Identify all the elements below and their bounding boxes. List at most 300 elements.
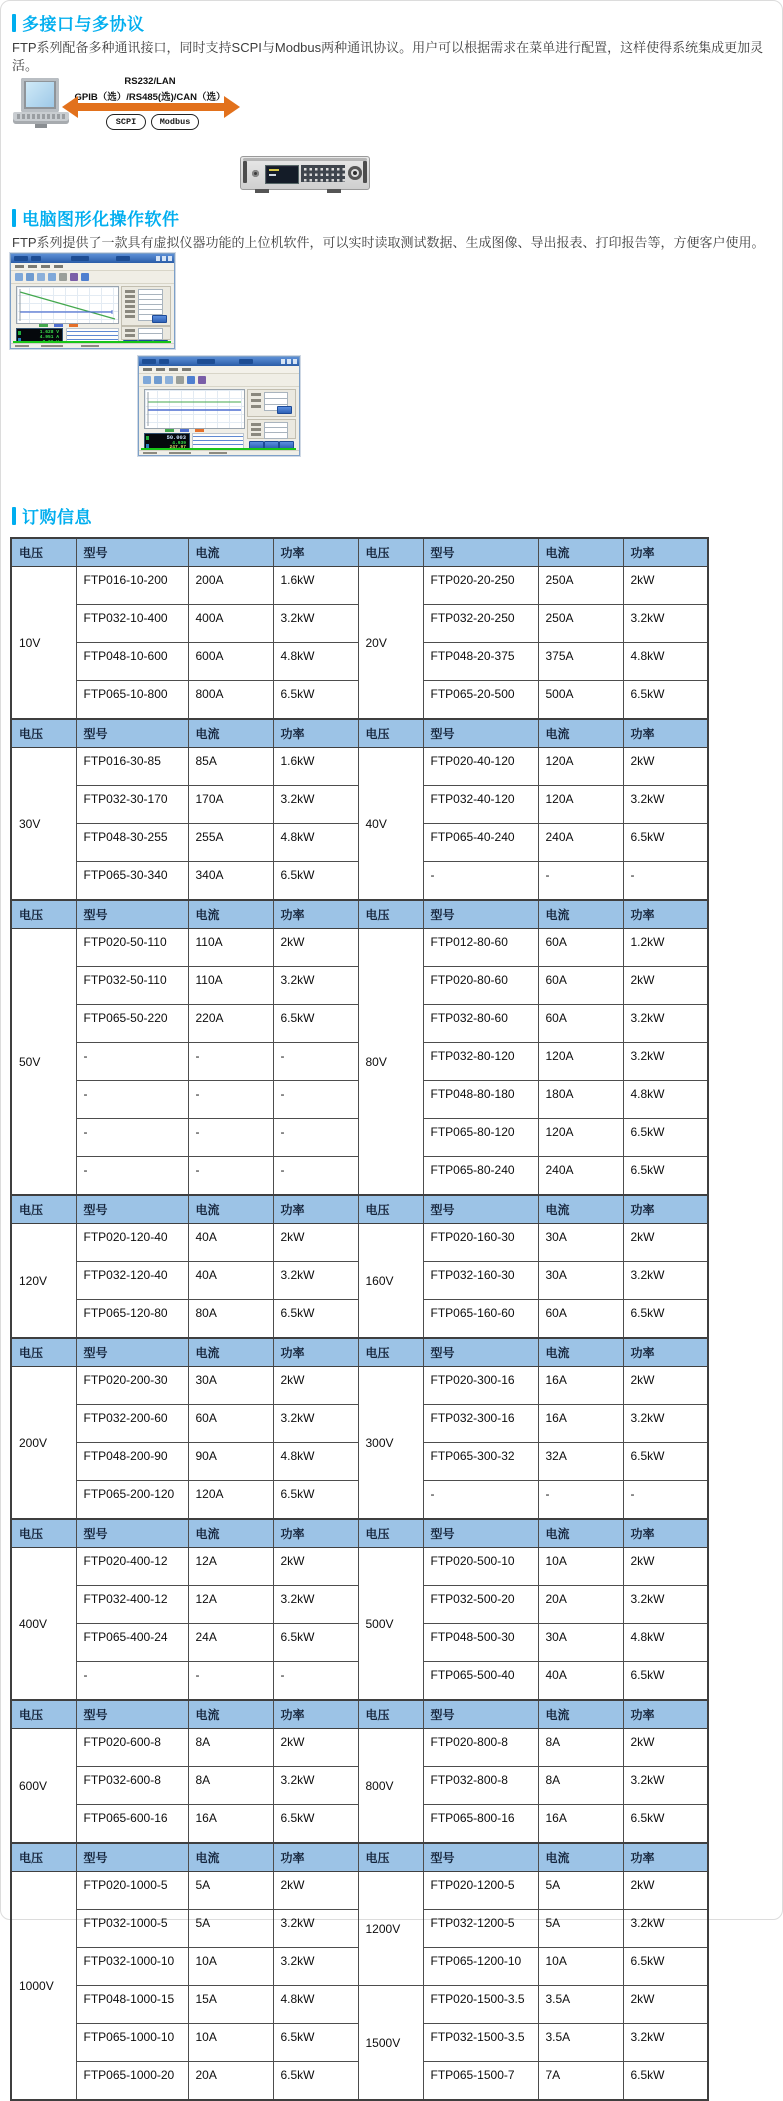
voltage-cell: 1200V <box>358 1872 423 1986</box>
column-header: 功率 <box>273 719 358 748</box>
protect-settings-panel <box>121 326 171 340</box>
current-cell: 30A <box>538 1262 623 1300</box>
table-row <box>11 748 708 786</box>
current-cell: - <box>188 1043 273 1081</box>
model-cell: FTP020-400-12 <box>76 1548 188 1586</box>
column-header: 功率 <box>623 538 708 567</box>
table-row <box>11 1729 708 1767</box>
table-header-row <box>11 538 708 567</box>
current-cell: 5A <box>538 1872 623 1910</box>
column-header: 功率 <box>273 538 358 567</box>
power-cell: 2kW <box>273 1548 358 1586</box>
voltage-cell: 50V <box>11 929 76 1196</box>
readout-value: 4.951 A <box>39 335 59 340</box>
power-cell: 3.2kW <box>623 1767 708 1805</box>
current-cell: 40A <box>188 1224 273 1262</box>
current-cell: 600A <box>188 643 273 681</box>
current-cell: 200A <box>188 567 273 605</box>
column-header: 功率 <box>273 900 358 929</box>
model-cell: FTP065-800-16 <box>423 1805 538 1844</box>
column-header: 型号 <box>76 1338 188 1367</box>
model-cell: FTP065-1000-10 <box>76 2024 188 2062</box>
current-cell: 16A <box>188 1805 273 1844</box>
voltage-cell: 300V <box>358 1367 423 1520</box>
current-cell: 10A <box>538 1548 623 1586</box>
model-cell: FTP032-1200-5 <box>423 1910 538 1948</box>
column-header: 电压 <box>11 719 76 748</box>
current-cell: 8A <box>538 1767 623 1805</box>
column-header: 电压 <box>358 1519 423 1548</box>
model-cell: FTP065-20-500 <box>423 681 538 720</box>
chart-legend <box>165 429 204 433</box>
power-cell: 6.5kW <box>273 681 358 720</box>
apply-button <box>277 406 292 414</box>
model-cell: FTP048-30-255 <box>76 824 188 862</box>
column-header: 电流 <box>188 1843 273 1872</box>
power-cell: 2kW <box>623 967 708 1005</box>
current-cell: 30A <box>188 1367 273 1405</box>
current-cell: 375A <box>538 643 623 681</box>
column-header: 功率 <box>623 900 708 929</box>
column-header: 型号 <box>76 719 188 748</box>
model-cell: FTP048-10-600 <box>76 643 188 681</box>
model-cell: FTP032-40-120 <box>423 786 538 824</box>
column-header: 电压 <box>358 1843 423 1872</box>
column-header: 电压 <box>358 1700 423 1729</box>
legend-swatch-orange <box>195 429 204 432</box>
power-cell: 3.2kW <box>623 1043 708 1081</box>
column-header: 电流 <box>538 538 623 567</box>
table-header-row <box>11 900 708 929</box>
column-header: 电压 <box>358 1195 423 1224</box>
legend-swatch-orange <box>69 324 78 327</box>
power-cell: 4.8kW <box>623 1624 708 1662</box>
power-cell: 3.2kW <box>273 967 358 1005</box>
power-cell: - <box>273 1119 358 1157</box>
model-cell: FTP020-1200-5 <box>423 1872 538 1910</box>
title-accent-bar <box>12 209 16 227</box>
column-header: 功率 <box>273 1195 358 1224</box>
instrument-display <box>265 165 299 184</box>
model-cell: FTP048-20-375 <box>423 643 538 681</box>
toolbar-icon <box>26 273 34 281</box>
column-header: 型号 <box>423 1700 538 1729</box>
model-cell: FTP032-120-40 <box>76 1262 188 1300</box>
power-cell: - <box>623 862 708 901</box>
column-header: 功率 <box>273 1519 358 1548</box>
power-cell: 6.5kW <box>623 1948 708 1986</box>
column-header: 电压 <box>358 538 423 567</box>
voltage-cell: 10V <box>11 567 76 720</box>
table-header-row <box>11 1843 708 1872</box>
software-screenshot-1 <box>10 253 175 349</box>
table-header-row <box>11 1195 708 1224</box>
column-header: 型号 <box>423 1519 538 1548</box>
column-header: 型号 <box>423 1338 538 1367</box>
table-row <box>11 1986 708 2024</box>
arrow-right-head <box>224 96 240 118</box>
current-cell: 5A <box>538 1910 623 1948</box>
model-cell: FTP065-160-60 <box>423 1300 538 1339</box>
power-cell: 3.2kW <box>273 1586 358 1624</box>
model-cell: FTP012-80-60 <box>423 929 538 967</box>
power-cell: 2kW <box>273 1224 358 1262</box>
model-cell: FTP032-300-16 <box>423 1405 538 1443</box>
power-cell: 6.5kW <box>273 1005 358 1043</box>
window-title-bar <box>139 357 299 366</box>
power-cell: - <box>273 1157 358 1196</box>
instrument-power-button <box>252 170 259 177</box>
model-cell: FTP065-200-120 <box>76 1481 188 1520</box>
model-cell: FTP065-120-80 <box>76 1300 188 1339</box>
table-header-row <box>11 1338 708 1367</box>
model-cell: - <box>76 1157 188 1196</box>
power-cell: 4.8kW <box>273 1443 358 1481</box>
chart-area <box>16 286 119 324</box>
readout-value: 4.939 <box>172 440 186 446</box>
power-cell: 3.2kW <box>273 1262 358 1300</box>
current-cell: 240A <box>538 1157 623 1196</box>
toolbar-icon <box>198 376 206 384</box>
voltage-cell: 800V <box>358 1729 423 1844</box>
power-cell: 6.5kW <box>273 1624 358 1662</box>
chart-lines <box>145 390 244 428</box>
column-header: 型号 <box>423 1843 538 1872</box>
model-cell: FTP065-80-120 <box>423 1119 538 1157</box>
model-cell: FTP020-20-250 <box>423 567 538 605</box>
current-cell: 500A <box>538 681 623 720</box>
current-cell: 5A <box>188 1872 273 1910</box>
instrument-top-rail <box>243 158 367 161</box>
current-cell: 250A <box>538 567 623 605</box>
power-cell: 4.8kW <box>273 643 358 681</box>
chart-lines <box>17 287 118 323</box>
power-cell: 3.2kW <box>273 1910 358 1948</box>
model-cell: FTP048-500-30 <box>423 1624 538 1662</box>
legend-swatch-blue <box>54 324 63 327</box>
current-cell: 60A <box>188 1405 273 1443</box>
power-cell: 3.2kW <box>623 605 708 643</box>
current-cell: 170A <box>188 786 273 824</box>
model-cell: - <box>76 1119 188 1157</box>
model-cell: FTP032-160-30 <box>423 1262 538 1300</box>
model-cell: - <box>423 862 538 901</box>
column-header: 型号 <box>423 538 538 567</box>
toolbar-icon <box>176 376 184 384</box>
title-accent-bar <box>12 507 16 525</box>
column-header: 电流 <box>538 1843 623 1872</box>
section-body-multi-interface: FTP系列配备多种通讯接口，同时支持SCPI与Modbus两种通讯协议。用户可以根据需求在菜单进行配置，这样使得系统集成更加灵活。 <box>12 40 764 73</box>
power-cell: 4.8kW <box>273 1986 358 2024</box>
current-cell: 40A <box>538 1662 623 1701</box>
menu-bar <box>139 366 299 374</box>
current-cell: 20A <box>538 1586 623 1624</box>
model-cell: FTP020-1500-3.5 <box>423 1986 538 2024</box>
column-header: 电流 <box>538 1338 623 1367</box>
model-cell: FTP065-40-240 <box>423 824 538 862</box>
power-cell: 2kW <box>623 1986 708 2024</box>
table-row <box>11 1548 708 1586</box>
model-cell: FTP065-50-220 <box>76 1005 188 1043</box>
readout-value: 50.003 <box>166 435 186 441</box>
connection-label-rs232-lan: RS232/LAN <box>124 76 176 87</box>
power-cell: 3.2kW <box>273 1405 358 1443</box>
column-header: 型号 <box>423 900 538 929</box>
current-cell: 220A <box>188 1005 273 1043</box>
protocol-pill-modbus: Modbus <box>151 114 199 130</box>
toolbar-icon <box>165 376 173 384</box>
current-cell: 15A <box>188 1986 273 2024</box>
current-cell: - <box>188 1157 273 1196</box>
model-cell: FTP020-80-60 <box>423 967 538 1005</box>
column-header: 电压 <box>11 1519 76 1548</box>
power-cell: 6.5kW <box>623 1119 708 1157</box>
model-cell: FTP032-1000-5 <box>76 1910 188 1948</box>
power-cell: 3.2kW <box>273 605 358 643</box>
column-header: 电压 <box>358 719 423 748</box>
column-header: 功率 <box>623 1195 708 1224</box>
power-cell: 2kW <box>623 748 708 786</box>
arrow-body <box>76 103 226 111</box>
column-header: 功率 <box>623 1519 708 1548</box>
current-cell: 30A <box>538 1224 623 1262</box>
chart-legend <box>39 324 78 328</box>
current-cell: 120A <box>538 1043 623 1081</box>
power-cell: 6.5kW <box>273 862 358 901</box>
power-cell: - <box>273 1043 358 1081</box>
power-cell: 3.2kW <box>623 1262 708 1300</box>
column-header: 功率 <box>273 1700 358 1729</box>
power-cell: 3.2kW <box>623 2024 708 2062</box>
model-cell: FTP065-300-32 <box>423 1443 538 1481</box>
power-cell: 6.5kW <box>273 1300 358 1339</box>
current-cell: 8A <box>188 1729 273 1767</box>
toolbar-icon <box>15 273 23 281</box>
column-header: 功率 <box>623 1338 708 1367</box>
model-cell: FTP032-400-12 <box>76 1586 188 1624</box>
current-cell: 240A <box>538 824 623 862</box>
model-cell: FTP065-10-800 <box>76 681 188 720</box>
current-cell: 3.5A <box>538 2024 623 2062</box>
model-cell: FTP032-800-8 <box>423 1767 538 1805</box>
instrument-keypad <box>301 165 345 182</box>
current-cell: 7A <box>538 2062 623 2101</box>
current-cell: 32A <box>538 1443 623 1481</box>
power-cell: 2kW <box>273 1872 358 1910</box>
connectivity-diagram <box>0 70 783 145</box>
current-cell: 60A <box>538 1300 623 1339</box>
power-cell: 4.8kW <box>623 1081 708 1119</box>
power-cell: 1.6kW <box>273 748 358 786</box>
current-cell: 85A <box>188 748 273 786</box>
column-header: 型号 <box>76 538 188 567</box>
instrument-left-handle <box>243 161 247 183</box>
current-cell: 10A <box>188 2024 273 2062</box>
column-header: 电压 <box>11 1843 76 1872</box>
model-cell: FTP065-1500-7 <box>423 2062 538 2101</box>
voltage-cell: 600V <box>11 1729 76 1844</box>
current-cell: 800A <box>188 681 273 720</box>
apply-button <box>152 315 167 323</box>
model-cell: FTP032-600-8 <box>76 1767 188 1805</box>
model-cell: FTP032-80-60 <box>423 1005 538 1043</box>
legend-swatch-green <box>39 324 48 327</box>
voltage-cell: 1500V <box>358 1986 423 2101</box>
current-cell: - <box>538 1481 623 1520</box>
toolbar <box>11 271 174 284</box>
current-cell: 12A <box>188 1548 273 1586</box>
column-header: 电流 <box>188 1700 273 1729</box>
power-cell: 2kW <box>623 1224 708 1262</box>
toolbar-icon <box>187 376 195 384</box>
column-header: 电压 <box>11 1700 76 1729</box>
column-header: 功率 <box>273 1338 358 1367</box>
model-cell: FTP032-20-250 <box>423 605 538 643</box>
current-cell: 60A <box>538 1005 623 1043</box>
window-controls-icon <box>281 359 297 364</box>
section-body-software: FTP系列提供了一款具有虚拟仪器功能的上位机软件，可以实时读取测试数据、生成图像、导出报表、打印报告等，方便客户使用。 <box>12 235 765 250</box>
model-cell: FTP048-200-90 <box>76 1443 188 1481</box>
current-cell: 5A <box>188 1910 273 1948</box>
column-header: 电流 <box>538 719 623 748</box>
column-header: 电压 <box>358 1338 423 1367</box>
current-cell: - <box>188 1119 273 1157</box>
model-cell: FTP032-200-60 <box>76 1405 188 1443</box>
model-cell: FTP020-600-8 <box>76 1729 188 1767</box>
power-cell: 1.2kW <box>623 929 708 967</box>
model-cell: FTP032-1500-3.5 <box>423 2024 538 2062</box>
current-cell: 250A <box>538 605 623 643</box>
model-cell: FTP020-300-16 <box>423 1367 538 1405</box>
power-cell: 6.5kW <box>273 2062 358 2101</box>
instrument-feet <box>255 189 355 193</box>
current-cell: 24A <box>188 1624 273 1662</box>
window-title-bar <box>11 254 174 263</box>
column-header: 型号 <box>423 1195 538 1224</box>
column-header: 功率 <box>273 1843 358 1872</box>
software-screenshot-2 <box>138 356 300 456</box>
power-cell: 2kW <box>273 929 358 967</box>
current-cell: 110A <box>188 967 273 1005</box>
connection-label-gpib-rs485-can: GPIB（选）/RS485(选)/CAN（选） <box>74 92 226 103</box>
model-cell: FTP048-80-180 <box>423 1081 538 1119</box>
model-cell: FTP020-200-30 <box>76 1367 188 1405</box>
model-cell: - <box>76 1043 188 1081</box>
power-cell: 3.2kW <box>273 786 358 824</box>
column-header: 电流 <box>188 1338 273 1367</box>
power-cell: 2kW <box>273 1367 358 1405</box>
power-cell: 4.8kW <box>273 824 358 862</box>
model-cell: FTP065-400-24 <box>76 1624 188 1662</box>
column-header: 型号 <box>76 900 188 929</box>
toolbar-icon <box>81 273 89 281</box>
table-row <box>11 1872 708 1910</box>
power-cell: 6.5kW <box>273 1805 358 1844</box>
current-cell: 180A <box>538 1081 623 1119</box>
current-cell: 340A <box>188 862 273 901</box>
voltage-cell: 500V <box>358 1548 423 1701</box>
model-cell: FTP065-1200-10 <box>423 1948 538 1986</box>
model-cell: - <box>423 1481 538 1520</box>
model-cell: FTP065-1000-20 <box>76 2062 188 2101</box>
power-cell: 6.5kW <box>623 1157 708 1196</box>
column-header: 电流 <box>538 900 623 929</box>
toolbar-icon <box>59 273 67 281</box>
power-cell: 2kW <box>623 1872 708 1910</box>
model-cell: FTP065-30-340 <box>76 862 188 901</box>
toolbar-icon <box>143 376 151 384</box>
current-cell: 400A <box>188 605 273 643</box>
power-cell: 6.5kW <box>623 2062 708 2101</box>
column-header: 型号 <box>76 1519 188 1548</box>
current-cell: 60A <box>538 967 623 1005</box>
title-accent-bar <box>12 14 16 32</box>
table-header-row <box>11 1519 708 1548</box>
column-header: 电压 <box>358 900 423 929</box>
current-cell: 16A <box>538 1805 623 1844</box>
bidirectional-arrow <box>62 96 240 118</box>
voltage-cell: 80V <box>358 929 423 1196</box>
toolbar-icon <box>37 273 45 281</box>
status-bar <box>139 450 299 455</box>
laptop-keyboard <box>17 114 65 119</box>
column-header: 电流 <box>188 538 273 567</box>
table-row <box>11 1224 708 1262</box>
power-supply-instrument-icon <box>240 156 370 190</box>
power-cell: 4.8kW <box>623 643 708 681</box>
table-header-row <box>11 719 708 748</box>
current-cell: 20A <box>188 2062 273 2101</box>
power-cell: - <box>273 1081 358 1119</box>
column-header: 型号 <box>76 1195 188 1224</box>
toolbar <box>139 374 299 387</box>
current-cell: 40A <box>188 1262 273 1300</box>
current-cell: 120A <box>538 748 623 786</box>
model-cell: FTP032-30-170 <box>76 786 188 824</box>
column-header: 电流 <box>538 1195 623 1224</box>
current-cell: 8A <box>188 1767 273 1805</box>
column-header: 电压 <box>11 1338 76 1367</box>
model-cell: FTP032-80-120 <box>423 1043 538 1081</box>
current-cell: 3.5A <box>538 1986 623 2024</box>
current-cell: 10A <box>538 1948 623 1986</box>
power-cell: 1.6kW <box>273 567 358 605</box>
current-cell: 12A <box>188 1586 273 1624</box>
current-cell: 16A <box>538 1405 623 1443</box>
current-cell: 120A <box>188 1481 273 1520</box>
model-cell: FTP020-40-120 <box>423 748 538 786</box>
power-cell: 2kW <box>623 1367 708 1405</box>
table-row <box>11 929 708 967</box>
column-header: 功率 <box>623 719 708 748</box>
section-title-text: 电脑图形化操作软件 <box>22 210 180 229</box>
voltage-cell: 1000V <box>11 1872 76 2101</box>
column-header: 电流 <box>188 1519 273 1548</box>
power-cell: 6.5kW <box>623 1443 708 1481</box>
model-cell: FTP020-120-40 <box>76 1224 188 1262</box>
voltage-cell: 160V <box>358 1224 423 1339</box>
power-cell: 2kW <box>623 1729 708 1767</box>
status-bar <box>11 343 174 348</box>
current-cell: 80A <box>188 1300 273 1339</box>
model-cell: FTP016-30-85 <box>76 748 188 786</box>
current-cell: 255A <box>188 824 273 862</box>
model-cell: FTP032-10-400 <box>76 605 188 643</box>
model-cell: FTP032-500-20 <box>423 1586 538 1624</box>
model-cell: FTP065-80-240 <box>423 1157 538 1196</box>
section-title-multi-interface <box>12 10 145 35</box>
current-cell: - <box>188 1081 273 1119</box>
